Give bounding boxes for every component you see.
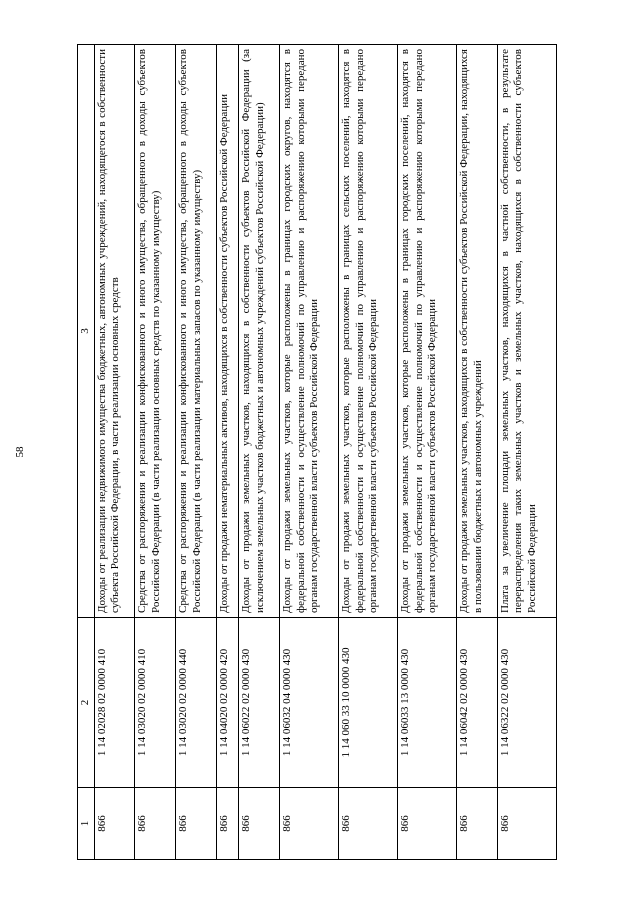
admin-code-cell: 866 bbox=[176, 788, 217, 860]
revenue-code-cell: 1 14 04020 02 0000 420 bbox=[216, 618, 238, 788]
table-row bbox=[457, 45, 498, 860]
table-row bbox=[94, 45, 135, 860]
admin-code-cell: 866 bbox=[497, 788, 556, 860]
description-cell: Средства от распоряжения и реализации конфискованного и иного имущества, обращенного в доходы субъектов Российской Федерации (в части реализации материальных запасов по указанному имуществу) bbox=[176, 45, 217, 618]
page-number: 58 bbox=[14, 446, 26, 458]
admin-code-cell: 866 bbox=[239, 788, 280, 860]
header-cell-admin: 1 bbox=[78, 788, 95, 860]
revenue-code-cell: 1 14 03020 02 0000 410 bbox=[135, 618, 176, 788]
revenue-code-cell: 1 14 02028 02 0000 410 bbox=[94, 618, 135, 788]
table-header-row bbox=[78, 45, 95, 860]
revenue-code-cell: 1 14 03020 02 0000 440 bbox=[176, 618, 217, 788]
table-row bbox=[135, 45, 176, 860]
admin-code-cell: 866 bbox=[135, 788, 176, 860]
revenue-code-cell: 1 14 06033 13 0000 430 bbox=[398, 618, 457, 788]
admin-code-cell: 866 bbox=[398, 788, 457, 860]
revenue-code-cell: 1 14 06042 02 0000 430 bbox=[457, 618, 498, 788]
description-cell: Доходы от продажи земельных участков, которые расположены в границах городских поселений, находятся в федеральной собственности и осуществление полномочий по управлению и распоряжению которыми передано органам государственной власти субъектов Российской Федерации bbox=[398, 45, 457, 618]
description-cell: Доходы от продажи земельных участков, которые расположены в границах сельских поселений, находятся в федеральной собственности и осуществление полномочий по управлению и распоряжению которыми передано органам государственной власти субъектов Российской Федерации bbox=[339, 45, 398, 618]
table-row bbox=[398, 45, 457, 860]
rotated-table-container bbox=[77, 45, 557, 860]
description-cell: Плата за увеличение площади земельных участков, находящихся в частной собственности, в результате перераспределения таких земельных участков и земельных участков, находящихся в собственности субъектов Российской Федерации bbox=[497, 45, 556, 618]
admin-code-cell: 866 bbox=[457, 788, 498, 860]
admin-code-cell: 866 bbox=[94, 788, 135, 860]
table-row bbox=[239, 45, 280, 860]
table-row bbox=[279, 45, 338, 860]
table-row bbox=[497, 45, 556, 860]
revenue-code-cell: 1 14 06022 02 0000 430 bbox=[239, 618, 280, 788]
admin-code-cell: 866 bbox=[279, 788, 338, 860]
description-cell: Доходы от продажи нематериальных активов, находящихся в собственности субъектов Российской Федерации bbox=[216, 45, 238, 618]
description-cell: Доходы от продажи земельных участков, которые расположены в границах городских округов, находятся в федеральной собственности и осуществление полномочий по управлению и распоряжению которыми передано органам государственной власти субъектов Российской Федерации bbox=[279, 45, 338, 618]
table-row bbox=[339, 45, 398, 860]
description-cell: Доходы от продажи земельных участков, находящихся в собственности субъектов Российской Федерации (за исключением земельных участков бюджетных и автономных учреждений субъектов Российской Федерации) bbox=[239, 45, 280, 618]
header-cell-description: 3 bbox=[78, 45, 95, 618]
header-cell-code: 2 bbox=[78, 618, 95, 788]
description-cell: Средства от распоряжения и реализации конфискованного и иного имущества, обращенного в доходы субъектов Российской Федерации (в части реализации основных средств по указанному имуществу) bbox=[135, 45, 176, 618]
revenue-code-cell: 1 14 06032 04 0000 430 bbox=[279, 618, 338, 788]
description-cell: Доходы от реализации недвижимого имущества бюджетных, автономных учреждений, находящегося в собственности субъекта Российской Федерации, в части реализации основных средств bbox=[94, 45, 135, 618]
table-row bbox=[216, 45, 238, 860]
description-cell: Доходы от продажи земельных участков, находящихся в собственности субъектов Российской Федерации, находящихся в пользовании бюджетных и автономных учреждений bbox=[457, 45, 498, 618]
table-row bbox=[176, 45, 217, 860]
revenue-codes-table bbox=[77, 44, 557, 860]
admin-code-cell: 866 bbox=[216, 788, 238, 860]
revenue-code-cell: 1 14 060 33 10 0000 430 bbox=[339, 618, 398, 788]
admin-code-cell: 866 bbox=[339, 788, 398, 860]
revenue-code-cell: 1 14 06322 02 0000 430 bbox=[497, 618, 556, 788]
